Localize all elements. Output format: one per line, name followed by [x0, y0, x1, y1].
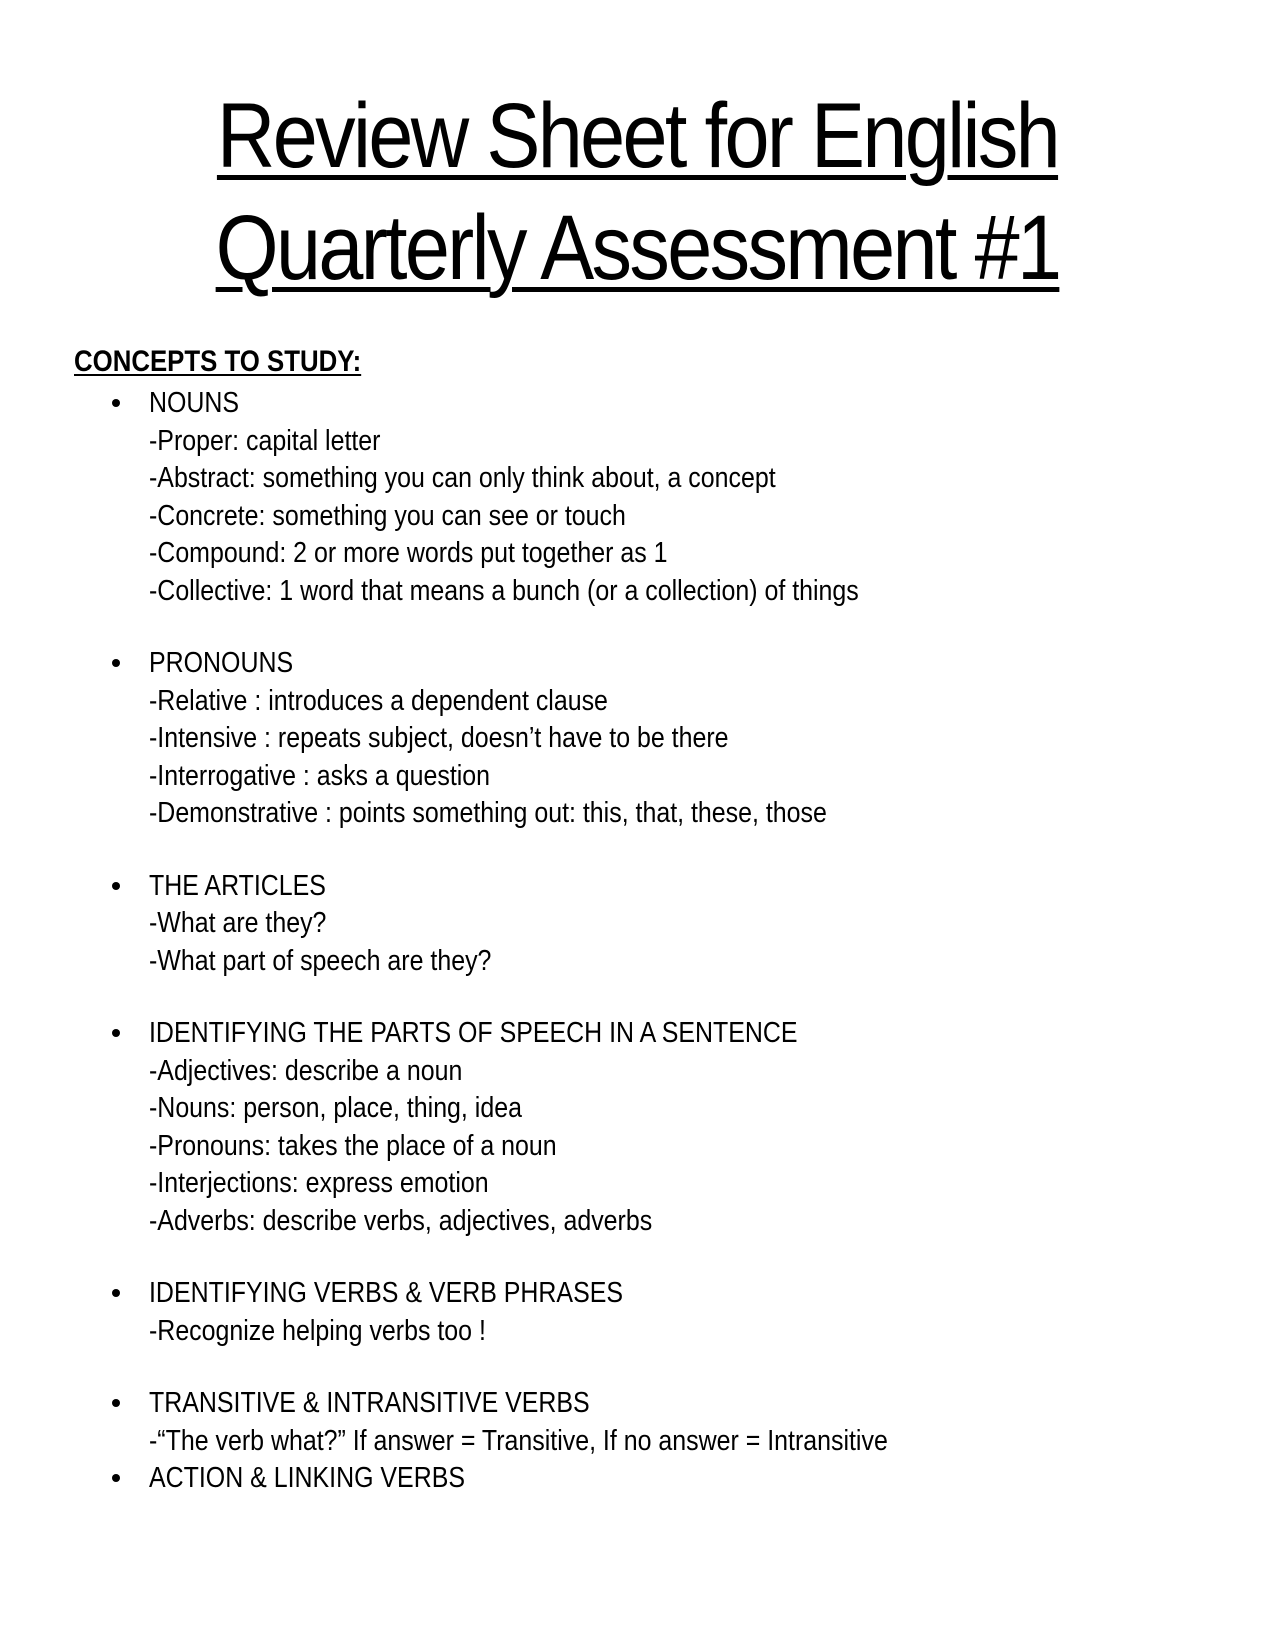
- concept-item: -Collective: 1 word that means a bunch (or a collection) of things: [149, 574, 859, 607]
- concept-item: -Intensive : repeats subject, doesn’t have to be there: [149, 722, 729, 754]
- concept-item: -What are they?: [149, 907, 327, 939]
- concept-heading: IDENTIFYING THE PARTS OF SPEECH IN A SENTENCE: [149, 1017, 798, 1049]
- concept-item: -Demonstrative : points something out: this, that, these, those: [149, 797, 827, 829]
- concept-item: -Proper: capital letter: [149, 424, 381, 457]
- bullet-icon: [112, 1029, 120, 1037]
- concept-heading: NOUNS: [149, 387, 240, 419]
- bullet-icon: [112, 659, 120, 667]
- concept-item: -Abstract: something you can only think about, a concept: [149, 462, 776, 494]
- bullet-icon: [112, 1474, 120, 1482]
- title-line-1: Review Sheet for English: [216, 85, 1059, 187]
- concept-transitive-verbs: [112, 1385, 1232, 1460]
- concept-item: -What part of speech are they?: [149, 944, 492, 977]
- concept-item: -Adjectives: describe a noun: [149, 1054, 463, 1087]
- concept-verb-phrases: [112, 1275, 1232, 1350]
- bullet-icon: [112, 1289, 120, 1297]
- concept-item: -Adverbs: describe verbs, adjectives, adverbs: [149, 1204, 653, 1237]
- concept-item: -“The verb what?” If answer = Transitive, If no answer = Intransitive: [149, 1424, 888, 1457]
- concept-action-linking-verbs: [112, 1460, 1232, 1498]
- concept-item: -Compound: 2 or more words put together as 1: [149, 537, 668, 569]
- concept-item: -Interjections: express emotion: [149, 1167, 489, 1199]
- concept-heading: PRONOUNS: [149, 647, 294, 679]
- concept-pronouns: [112, 645, 1232, 833]
- concept-heading: IDENTIFYING VERBS & VERB PHRASES: [149, 1277, 623, 1309]
- concept-heading: THE ARTICLES: [149, 869, 326, 902]
- concept-item: -Interrogative : asks a question: [149, 759, 491, 792]
- concept-heading: ACTION & LINKING VERBS: [149, 1462, 465, 1494]
- bullet-icon: [112, 1399, 120, 1407]
- concept-parts-of-speech: [112, 1015, 1232, 1240]
- concept-item: -Nouns: person, place, thing, idea: [149, 1092, 522, 1124]
- concept-nouns: [112, 385, 1232, 610]
- section-heading: CONCEPTS TO STUDY:: [74, 345, 362, 378]
- document-title: [0, 80, 1275, 304]
- bullet-icon: [112, 882, 120, 890]
- bullet-icon: [112, 399, 120, 407]
- title-line-2: Quarterly Assessment #1: [215, 197, 1060, 299]
- concepts-list: [112, 385, 1232, 1498]
- concept-item: -Recognize helping verbs too !: [149, 1314, 486, 1347]
- concept-item: -Relative : introduces a dependent clause: [149, 684, 608, 717]
- concept-item: -Pronouns: takes the place of a noun: [149, 1129, 557, 1162]
- concept-item: -Concrete: something you can see or touch: [149, 499, 626, 532]
- concept-articles: [112, 868, 1232, 981]
- concept-heading: TRANSITIVE & INTRANSITIVE VERBS: [149, 1387, 590, 1419]
